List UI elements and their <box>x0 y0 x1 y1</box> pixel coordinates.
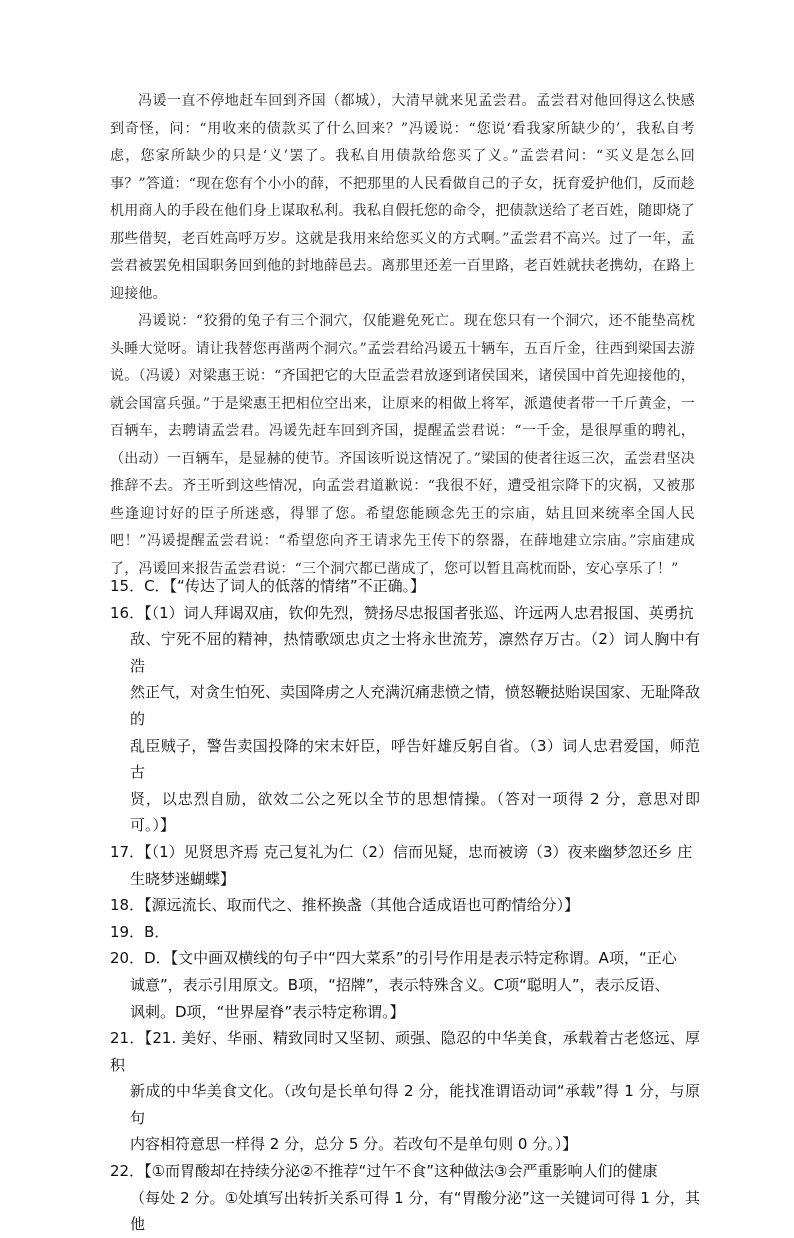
answer-line: 18．【源远流长、取而代之、推杯换盏（其他合适成语也可酌情给分）】 <box>110 896 580 915</box>
classical-text-translation <box>110 88 695 583</box>
answer-22 <box>110 1158 700 1238</box>
answer-line: 生晓梦迷蝴蝶】 <box>130 869 236 888</box>
answer-line: 16．【（1）词人拜谒双庙，钦仰先烈，赞扬尽忠报国者张巡、许远两人忠君报国、英勇抗 <box>110 603 694 622</box>
answer-line: 19．B． <box>110 922 170 941</box>
answer-line: 乱臣贼子，警告卖国投降的宋末奸臣，呼告奸雄反躬自省。（3）词人忠君爱国，师范古 <box>130 736 700 782</box>
answer-17 <box>110 839 700 892</box>
answer-21 <box>110 1025 700 1158</box>
answer-line: 讽刺。D项，“世界屋脊”表示特定称谓。】 <box>130 1002 405 1021</box>
translation-paragraph-1: 冯谖一直不停地赶车回到齐国（都城），大清早就来见孟尝君。孟尝君对他回得这么快感到奇怪，问：“用收来的债款买了什么回来？”冯谖说：“您说‘看我家所缺少的’，我私自考虑，您家所缺少的只是‘义’罢了。我私自用债款给您买了义。”孟尝君问：“买义是怎么回事？”答道：“现在您有个小小的薛，不把那里的人民看做自己的子女，抚育爱护他们，反而趁机用商人的手段在他们身上谋取私利。我私自假托您的命令，把债款送给了老百姓，随即烧了那些借契，老百姓高呼万岁。这就是我用来给您买义的方式啊。”孟尝君不高兴。过了一年，孟尝君被罢免相国职务回到他的封地薛邑去。离那里还差一百里路，老百姓就扶老携幼，在路上迎接他。 <box>110 93 695 302</box>
answer-15 <box>110 573 700 600</box>
answer-line: （每处 2 分。①处填写出转折关系可得 1 分，有“胃酸分泌”这一关键词可得 1 分，其他 <box>130 1188 700 1234</box>
answer-line: 22．【①而胃酸却在持续分泌②不推荐“过午不食”这种做法③会严重影响人们的健康 <box>110 1162 658 1181</box>
answer-20 <box>110 945 700 1025</box>
answer-line: 贤，以忠烈自励，欲效二公之死以全节的思想情操。（答对一项得 2 分，意思对即可。）】 <box>130 789 700 835</box>
answer-18 <box>110 892 700 919</box>
translation-paragraph-2: 冯谖说：“狡猾的兔子有三个洞穴，仅能避免死亡。现在您只有一个洞穴，还不能垫高枕头睡大觉呀。请让我替您再凿两个洞穴。”孟尝君给冯谖五十辆车，五百斤金，往西到梁国去游说。（冯谖）对梁惠王说：“齐国把它的大臣孟尝君放逐到诸侯国来，诸侯国中首先迎接他的，就会国富兵强。”于是梁惠王把相位空出来，让原来的相做上将军，派遣使者带一千斤黄金，一百辆车，去聘请孟尝君。冯谖先赶车回到齐国，提醒孟尝君说：“一千金，是很厚重的聘礼，（出动）一百辆车，是显赫的使节。齐国该听说这情况了。”梁国的使者往返三次，孟尝君坚决推辞不去。齐王听到这些情况，向孟尝君道歉说：“我很不好，遭受祖宗降下的灾祸，又被那些逢迎讨好的臣子所迷惑，得罪了您。希望您能顾念先王的宗庙，姑且回来统率全国人民吧！”冯谖提醒孟尝君说：“希望您向齐王请求先王传下的祭器，在薛地建立宗庙。”宗庙建成了，冯谖回来报告孟尝君说：“三个洞穴都已凿成了，您可以暂且高枕而卧，安心享乐了！” <box>110 313 695 577</box>
answer-key <box>110 573 700 1238</box>
answer-line: 21．【21. 美好、华丽、精致同时又坚韧、顽强、隐忍的中华美食，承载着古老悠远、厚积 <box>110 1029 700 1074</box>
answer-line: 诚意”，表示引用原文。B项，“招牌”，表示特殊含义。C项“聪明人”，表示反语、 <box>130 975 670 994</box>
answer-line: 敌、宁死不屈的精神，热情歌颂忠贞之士将永世流芳，凛然存万古。（2）词人胸中有浩 <box>130 630 700 675</box>
answer-line: 然正气，对贪生怕死、卖国降虏之人充满沉痛悲愤之情，愤怒鞭挞贻误国家、无耻降敌的 <box>130 683 701 728</box>
answer-line: 17．【（1）见贤思齐焉 克己复礼为仁（2）信而见疑，忠而被谤（3）夜来幽梦忽还乡 庄 <box>110 842 693 861</box>
answer-line: 新成的中华美食文化。（改句是长单句得 2 分，能找准谓语动词“承载”得 1 分，与原句 <box>130 1082 700 1127</box>
answer-19 <box>110 919 700 946</box>
answer-line: 15．C．【“传达了词人的低落的情绪”不正确。】 <box>110 577 426 595</box>
answer-16 <box>110 600 700 839</box>
answer-line: 内容相符意思一样得 2 分，总分 5 分。若改句不是单句则 0 分。）】 <box>130 1135 578 1154</box>
answer-line: 20．D．【文中画双横线的句子中“四大菜系”的引号作用是表示特定称谓。A项，“正心 <box>110 949 677 968</box>
